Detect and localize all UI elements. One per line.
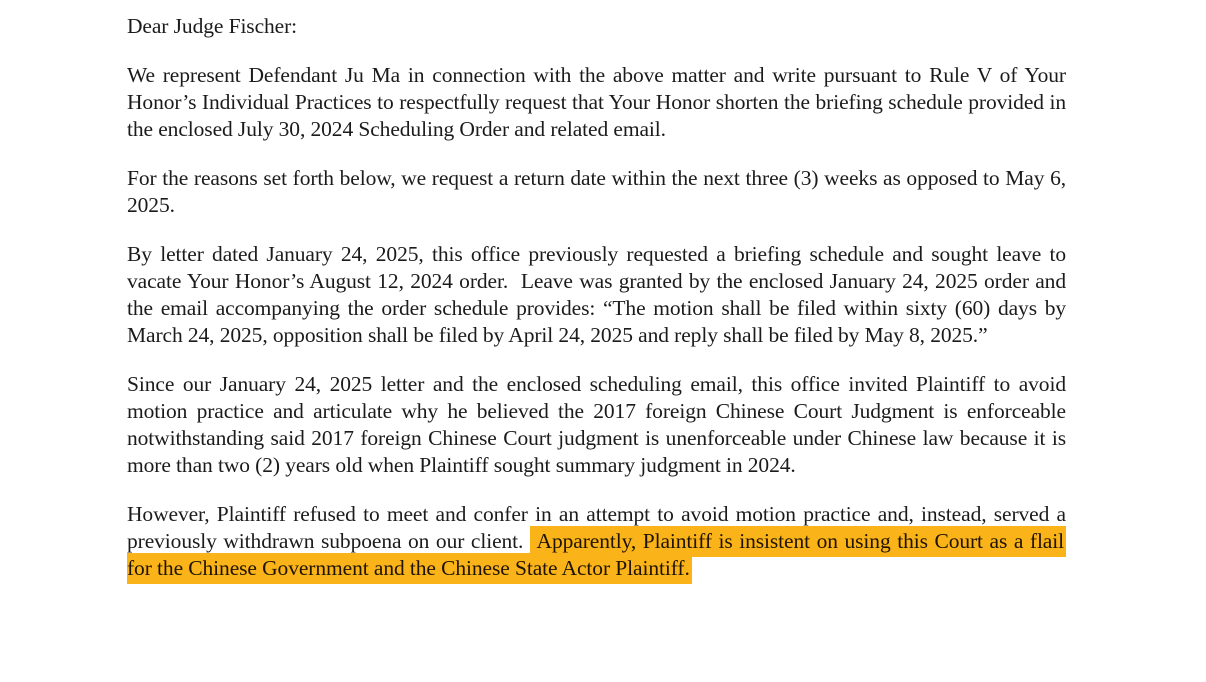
paragraph-request-intro: We represent Defendant Ju Ma in connection with the above matter and write pursuant to Rule V of Your Honor’s Individual Practices to respectfully request that Your Honor shorten the briefing schedule provided in the enclosed July 30, 2024 Scheduling Order and related email.	[127, 63, 1066, 141]
paragraph-plaintiff-refusal-text: However, Plaintiff refused to meet and confer in an attempt to avoid motion practice and, instead, served a previously withdrawn subpoena on our client.	[127, 502, 1066, 553]
highlighted-text: Apparently, Plaintiff is insistent on using this Court as a flail for the Chinese Government and the Chinese State Actor Plaintiff.	[127, 526, 1066, 584]
paragraph-return-date-request: For the reasons set forth below, we request a return date within the next three (3) weeks as opposed to May 6, 2025.	[127, 166, 1066, 217]
salutation: Dear Judge Fischer:	[127, 14, 298, 38]
paragraph-briefing-schedule-history: By letter dated January 24, 2025, this office previously requested a briefing schedule and sought leave to vacate Your Honor’s August 12, 2024 order. Leave was granted by the enclosed January 24, 2025 order and the email accompanying the order schedule provides: “The motion shall be filed within sixty (60) days by March 24, 2025, opposition shall be filed by April 24, 2025 and reply shall be filed by May 8, 2025.”	[127, 242, 1066, 347]
paragraph-judgment-enforceability: Since our January 24, 2025 letter and the enclosed scheduling email, this office invited Plaintiff to avoid motion practice and articulate why he believed the 2017 foreign Chinese Court Judgment is enforceable notwithstanding said 2017 foreign Chinese Court judgment is unenforceable under Chinese law because it is more than two (2) years old when Plaintiff sought summary judgment in 2024.	[127, 372, 1066, 477]
paragraph-plaintiff-refusal	[127, 501, 1066, 582]
